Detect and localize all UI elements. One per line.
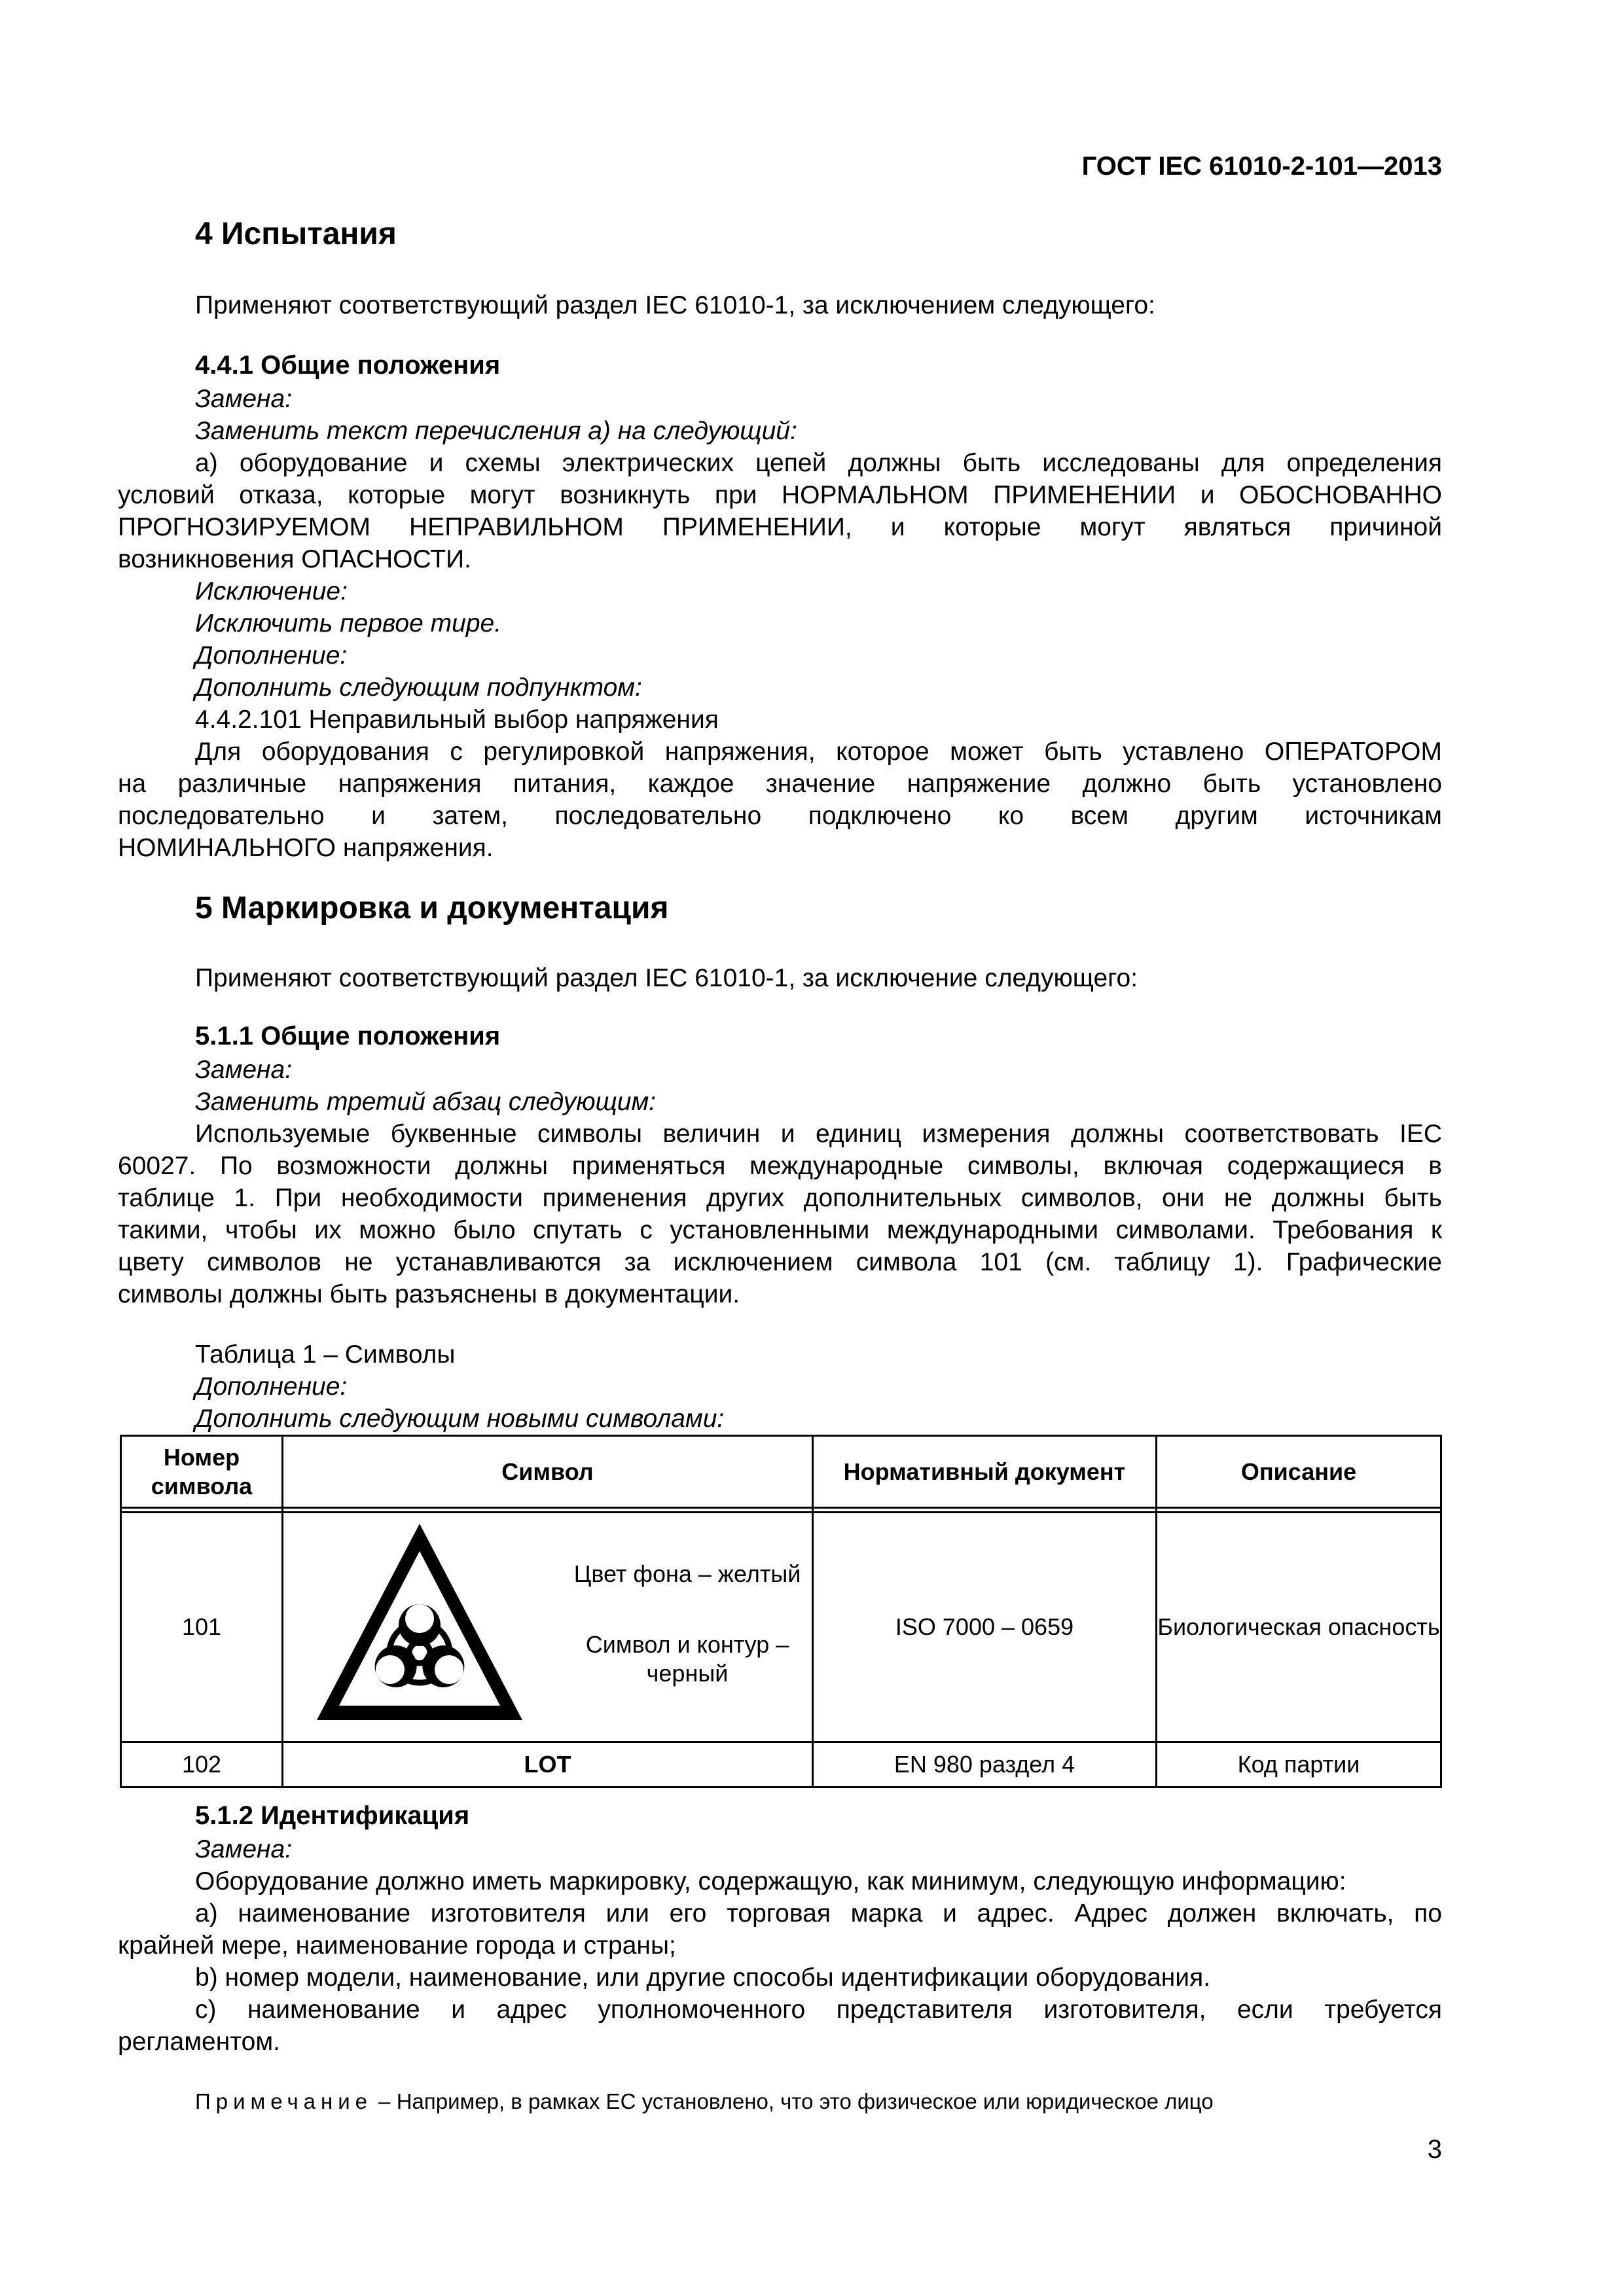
clause-5-1-2-replace: Замена: <box>195 1835 293 1863</box>
table-header-description: Описание <box>1240 1458 1357 1485</box>
table-1-addition: Дополнение: <box>195 1372 348 1401</box>
table-header-divider <box>120 1507 1442 1509</box>
biohazard-icon <box>312 1518 528 1727</box>
clause-5-1-1-line-5: цвету символов не устанавливаются за исключением символа 101 (см. таблицу 1). Графические <box>118 1248 1442 1276</box>
table-1-caption: Таблица 1 – Символы <box>195 1340 456 1369</box>
clause-4-4-1-addition: Дополнение: <box>195 641 348 670</box>
clause-5-1-1-line-6: символы должны быть разъяснены в документации. <box>118 1280 740 1308</box>
clause-4-4-2-101-title: 4.4.2.101 Неправильный выбор напряжения <box>195 706 719 734</box>
section-5-intro: Применяют соответствующий раздел IEC 61010-1, за исключение следующего: <box>195 964 1138 992</box>
clause-5-1-1-line-3: таблице 1. При необходимости применения других дополнительных символов, они не должны быть <box>118 1184 1442 1212</box>
table-cell-number-102: 102 <box>181 1751 222 1778</box>
table-symbol-note-background: Цвет фона – желтый <box>573 1560 801 1587</box>
clause-4-4-1-para-a-line-1: а) оборудование и схемы электрических цепей должны быть исследованы для определения <box>195 449 1442 477</box>
note-label: Примечание <box>195 2089 373 2113</box>
clause-4-4-1-title: 4.4.1 Общие положения <box>195 351 501 380</box>
table-cell-number-101: 101 <box>181 1613 222 1640</box>
table-cell-description-101: Биологическая опасность <box>1157 1613 1440 1640</box>
clause-5-1-2-intro: Оборудование должно иметь маркировку, содержащую, как минимум, следующую информацию: <box>195 1867 1346 1895</box>
clause-5-1-2-item-a-line-1: а) наименование изготовителя или его торговая марка и адрес. Адрес должен включать, по <box>195 1899 1442 1928</box>
clause-4-4-1-exception-instruction: Исключить первое тире. <box>195 609 502 637</box>
clause-4-4-1-replace-instruction: Заменить текст перечисления а) на следующий: <box>195 417 797 445</box>
table-header-symbol: Символ <box>501 1458 594 1485</box>
clause-5-1-2-item-b: b) номер модели, наименование, или другие способы идентификации оборудования. <box>195 1964 1211 1992</box>
clause-4-4-1-para-a-line-4: возникновения ОПАСНОСТИ. <box>118 545 472 573</box>
document-header-standard: ГОСТ IEC 61010-2-101—2013 <box>1081 152 1442 181</box>
clause-4-4-1-addition-instruction: Дополнить следующим подпунктом: <box>195 673 642 702</box>
table-header-document: Нормативный документ <box>843 1458 1126 1485</box>
note <box>195 2089 1214 2114</box>
section-4-title: 4 Испытания <box>195 217 397 251</box>
clause-5-1-2-item-a-line-2: крайней мере, наименование города и страны; <box>118 1931 676 1960</box>
table-cell-document-102: EN 980 раздел 4 <box>893 1751 1075 1778</box>
table-1-addition-instruction: Дополнить следующим новыми символами: <box>195 1405 725 1433</box>
section-4-intro: Применяют соответствующий раздел IEC 61010-1, за исключением следующего: <box>195 291 1155 319</box>
clause-4-4-2-101-line-3: последовательно и затем, последовательно подключено ко всем другим источникам <box>118 802 1442 830</box>
clause-4-4-2-101-line-2: на различные напряжения питания, каждое значение напряжение должно быть установлено <box>118 770 1442 798</box>
clause-5-1-2-item-c-line-1: с) наименование и адрес уполномоченного представителя изготовителя, если требуется <box>195 1996 1442 2024</box>
clause-5-1-1-line-1: Используемые буквенные символы величин и единиц измерения должны соответствовать IEC <box>195 1120 1442 1148</box>
clause-4-4-2-101-line-1: Для оборудования с регулировкой напряжения, которое может быть уставлено ОПЕРАТОРОМ <box>195 738 1442 766</box>
clause-5-1-2-title: 5.1.2 Идентификация <box>195 1801 470 1830</box>
clause-5-1-1-replace: Замена: <box>195 1056 293 1084</box>
clause-4-4-1-para-a-line-2: условий отказа, которые могут возникнуть при НОРМАЛЬНОМ ПРИМЕНЕНИИ и ОБОСНОВАННО <box>118 481 1442 509</box>
section-5-title: 5 Маркировка и документация <box>195 891 669 925</box>
clause-4-4-1-exception: Исключение: <box>195 577 348 605</box>
table-symbol-note-outline: Символ и контур – черный <box>585 1631 789 1687</box>
clause-5-1-1-title: 5.1.1 Общие положения <box>195 1022 501 1050</box>
note-text: – Например, в рамках ЕС установлено, что это физическое или юридическое лицо <box>372 2089 1214 2113</box>
table-header-number: Номер символа <box>151 1443 253 1499</box>
table-cell-document-101: ISO 7000 – 0659 <box>895 1613 1074 1640</box>
clause-5-1-2-item-c-line-2: регламентом. <box>118 2028 280 2056</box>
table-cell-description-102: Код партии <box>1237 1751 1360 1778</box>
page-number: 3 <box>1427 2135 1442 2164</box>
clause-4-4-2-101-line-4: НОМИНАЛЬНОГО напряжения. <box>118 834 494 862</box>
table-cell-symbol-102: LOT <box>524 1751 571 1778</box>
clause-5-1-1-line-4: такими, чтобы их можно было спутать с установленными международными символами. Требования к <box>118 1216 1442 1244</box>
clause-4-4-1-para-a-line-3: ПРОГНОЗИРУЕМОМ НЕПРАВИЛЬНОМ ПРИМЕНЕНИИ, и которые могут являться причиной <box>118 513 1442 541</box>
clause-5-1-1-line-2: 60027. По возможности должны применяться международные символы, включая содержащиеся в <box>118 1152 1442 1180</box>
clause-4-4-1-replace: Замена: <box>195 385 293 413</box>
clause-5-1-1-replace-instruction: Заменить третий абзац следующим: <box>195 1088 657 1116</box>
